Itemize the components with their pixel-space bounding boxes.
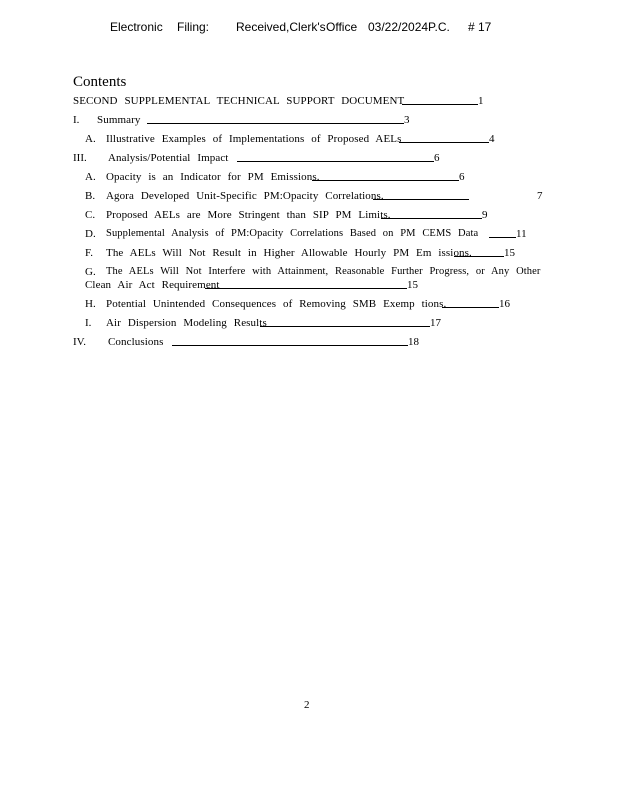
toc-entry-number: F. xyxy=(85,247,93,259)
toc-entry-text: The AELs Will Not Interfere with Attainment, Reasonable Further Progress, or Any Other xyxy=(106,266,541,277)
toc-entry-text: Clean Air Act Requirement xyxy=(85,279,220,291)
toc-leader xyxy=(260,326,430,327)
toc-leader xyxy=(454,256,504,257)
header-received: Received,Clerk's xyxy=(236,20,326,34)
toc-entry-number: I. xyxy=(85,317,92,329)
toc-page-number: 18 xyxy=(408,336,419,348)
toc-entry-number: A. xyxy=(85,171,96,183)
toc-entry-text: Conclusions xyxy=(108,336,164,348)
toc-page-number: 11 xyxy=(516,228,527,240)
toc-page-number: 17 xyxy=(430,317,441,329)
header-date: 03/22/2024P.C. xyxy=(368,20,450,34)
toc-entry-number: A. xyxy=(85,133,96,145)
toc-page-number: 6 xyxy=(434,152,440,164)
toc-leader xyxy=(312,180,459,181)
toc-entry-text: Summary xyxy=(97,114,141,126)
toc-leader xyxy=(205,288,407,289)
toc-entry-number: III. xyxy=(73,152,87,164)
toc-entry-text: The AELs Will Not Result in Higher Allowable Hourly PM Em issions. xyxy=(106,247,472,259)
header-office: Office xyxy=(326,20,358,34)
toc-entry-text: Opacity is an Indicator for PM Emissions. xyxy=(106,171,320,183)
toc-entry-number: B. xyxy=(85,190,96,202)
toc-leader xyxy=(373,199,469,200)
toc-entry-text: Air Dispersion Modeling Results xyxy=(106,317,267,329)
toc-page-number: 15 xyxy=(407,279,418,291)
toc-leader xyxy=(237,161,434,162)
toc-leader xyxy=(402,104,478,105)
header-electronic: Electronic xyxy=(110,20,163,34)
toc-entry-number: I. xyxy=(73,114,80,126)
toc-entry-number: G. xyxy=(85,266,96,278)
toc-leader xyxy=(489,237,516,238)
toc-page-number: 7 xyxy=(537,190,543,202)
toc-entry-text: Supplemental Analysis of PM:Opacity Correlations Based on PM CEMS Data xyxy=(106,228,479,239)
header-filing: Filing: xyxy=(177,20,210,34)
toc-entry-text: Analysis/Potential Impact xyxy=(108,152,229,164)
toc-entry-text: Proposed AELs are More Stringent than SIP PM Limits. xyxy=(106,209,391,221)
toc-page-number: 1 xyxy=(478,95,484,107)
toc-page-number: 15 xyxy=(504,247,515,259)
toc-entry-text: SECOND SUPPLEMENTAL TECHNICAL SUPPORT DOCUMENT xyxy=(73,95,405,107)
contents-title: Contents xyxy=(73,74,127,90)
toc-page-number: 6 xyxy=(459,171,465,183)
toc-entry-number: C. xyxy=(85,209,96,221)
toc-page-number: 16 xyxy=(499,298,510,310)
toc-leader xyxy=(381,218,482,219)
toc-entry-number: IV. xyxy=(73,336,86,348)
toc-leader xyxy=(147,123,404,124)
toc-leader xyxy=(172,345,408,346)
toc-page-number: 9 xyxy=(482,209,488,221)
toc-leader xyxy=(442,307,499,308)
toc-entry-text: Illustrative Examples of Implementations of Proposed AELs xyxy=(106,133,402,145)
page-number-footer: 2 xyxy=(304,699,310,711)
toc-page-number: 3 xyxy=(404,114,410,126)
toc-entry-number: D. xyxy=(85,228,96,240)
toc-entry-text: Potential Unintended Consequences of Removing SMB Exemp tions. xyxy=(106,298,447,310)
toc-page-number: 4 xyxy=(489,133,495,145)
toc-leader xyxy=(399,142,489,143)
toc-entry-number: H. xyxy=(85,298,96,310)
toc-entry-text: Agora Developed Unit-Specific PM:Opacity Correlations. xyxy=(106,190,384,202)
header-number: # 17 xyxy=(468,20,492,34)
